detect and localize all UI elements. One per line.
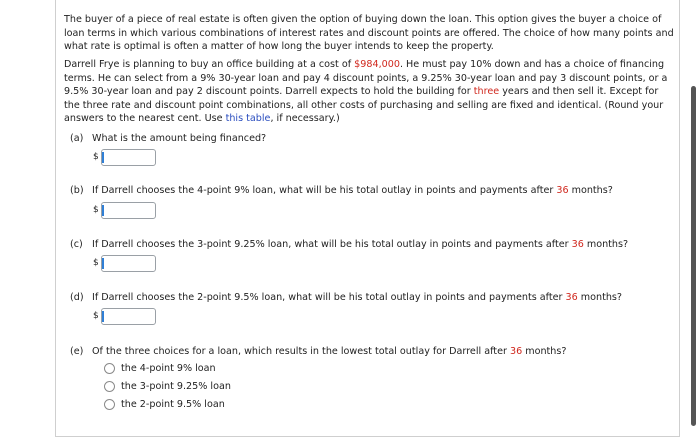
answer-input-d[interactable] [101, 308, 156, 325]
question-d-currency: $ [93, 311, 99, 321]
question-a-currency: $ [93, 152, 99, 162]
problem-text-3: years and then sell it. Except for the three rate and discount point combinations, all other costs of purchasing and selling are fixed and identical. (Round your answers to the nearest cent. Use [64, 86, 664, 125]
question-b-label: (b) [70, 185, 84, 196]
scrollbar-thumb[interactable] [691, 86, 696, 426]
question-e-text: Of the three choices for a loan, which results in the lowest total outlay for Darrell after [92, 346, 510, 357]
problem-paragraph [64, 58, 676, 126]
question-b-months: 36 [556, 185, 569, 196]
question-d-text-end: months? [577, 292, 623, 303]
radio-button[interactable] [104, 399, 115, 410]
question-b-text: If Darrell chooses the 4-point 9% loan, what will be his total outlay in points and payments after [92, 185, 557, 196]
answer-input-c[interactable] [101, 255, 156, 272]
question-c-text: If Darrell chooses the 3-point 9.25% loan, what will be his total outlay in points and payments after [92, 239, 572, 250]
question-c-label: (c) [70, 239, 83, 250]
option-label: the 4-point 9% loan [121, 362, 216, 374]
question-d-months: 36 [565, 292, 578, 303]
option-4-point-loan[interactable] [104, 361, 216, 375]
question-c-text-end: months? [583, 239, 629, 250]
problem-text-2: . He must pay 10% down and has a choice of financing terms. He can select from a 9% 30-year loan and pay 4 discount points, a 9.25% 30-year loan and pay 3 discount points, or a 9.5% 30-year loan and pay 2 discount points. Darrell expects to hold the building for [64, 59, 668, 98]
answer-input-b[interactable] [101, 202, 156, 219]
radio-button[interactable] [104, 363, 115, 374]
question-d [70, 291, 622, 304]
question-c-currency: $ [93, 258, 99, 268]
question-e-text-end: months? [522, 346, 567, 357]
holding-years: three [473, 86, 500, 98]
option-3-point-loan[interactable] [104, 379, 231, 393]
problem-text-1: Darrell Frye is planning to buy an office building at a cost of [64, 59, 355, 70]
question-a [70, 132, 266, 145]
building-cost: $984,000 [354, 59, 400, 70]
question-a-label: (a) [70, 133, 84, 144]
question-a-text: What is the amount being financed? [92, 133, 267, 144]
question-b [70, 184, 613, 197]
intro-paragraph: The buyer of a piece of real estate is often given the option of buying down the loan. This option gives the buyer a choice of loan terms in which various combinations of interest rates and discount points are offered. The choice of how many points and what rate is optimal is often a matter of how long the buyer intends to keep the property. [64, 14, 674, 53]
option-label: the 2-point 9.5% loan [121, 398, 225, 410]
question-c-months: 36 [571, 239, 584, 250]
question-c [70, 238, 628, 251]
problem-text-4: , if necessary.) [270, 113, 340, 125]
option-label: the 3-point 9.25% loan [121, 380, 231, 392]
question-e-months: 36 [509, 346, 523, 357]
option-2-point-loan[interactable] [104, 397, 225, 411]
page-scrollbar[interactable] [688, 0, 700, 438]
question-b-currency: $ [93, 205, 99, 215]
question-e [70, 345, 566, 358]
question-b-text-end: months? [568, 185, 613, 196]
question-d-label: (d) [70, 292, 84, 303]
table-link[interactable]: this table [225, 113, 271, 125]
answer-input-a[interactable] [101, 149, 156, 166]
question-d-text: If Darrell chooses the 2-point 9.5% loan, what will be his total outlay in points and payments after [92, 292, 566, 303]
radio-button[interactable] [104, 381, 115, 392]
question-e-label: (e) [70, 346, 84, 357]
